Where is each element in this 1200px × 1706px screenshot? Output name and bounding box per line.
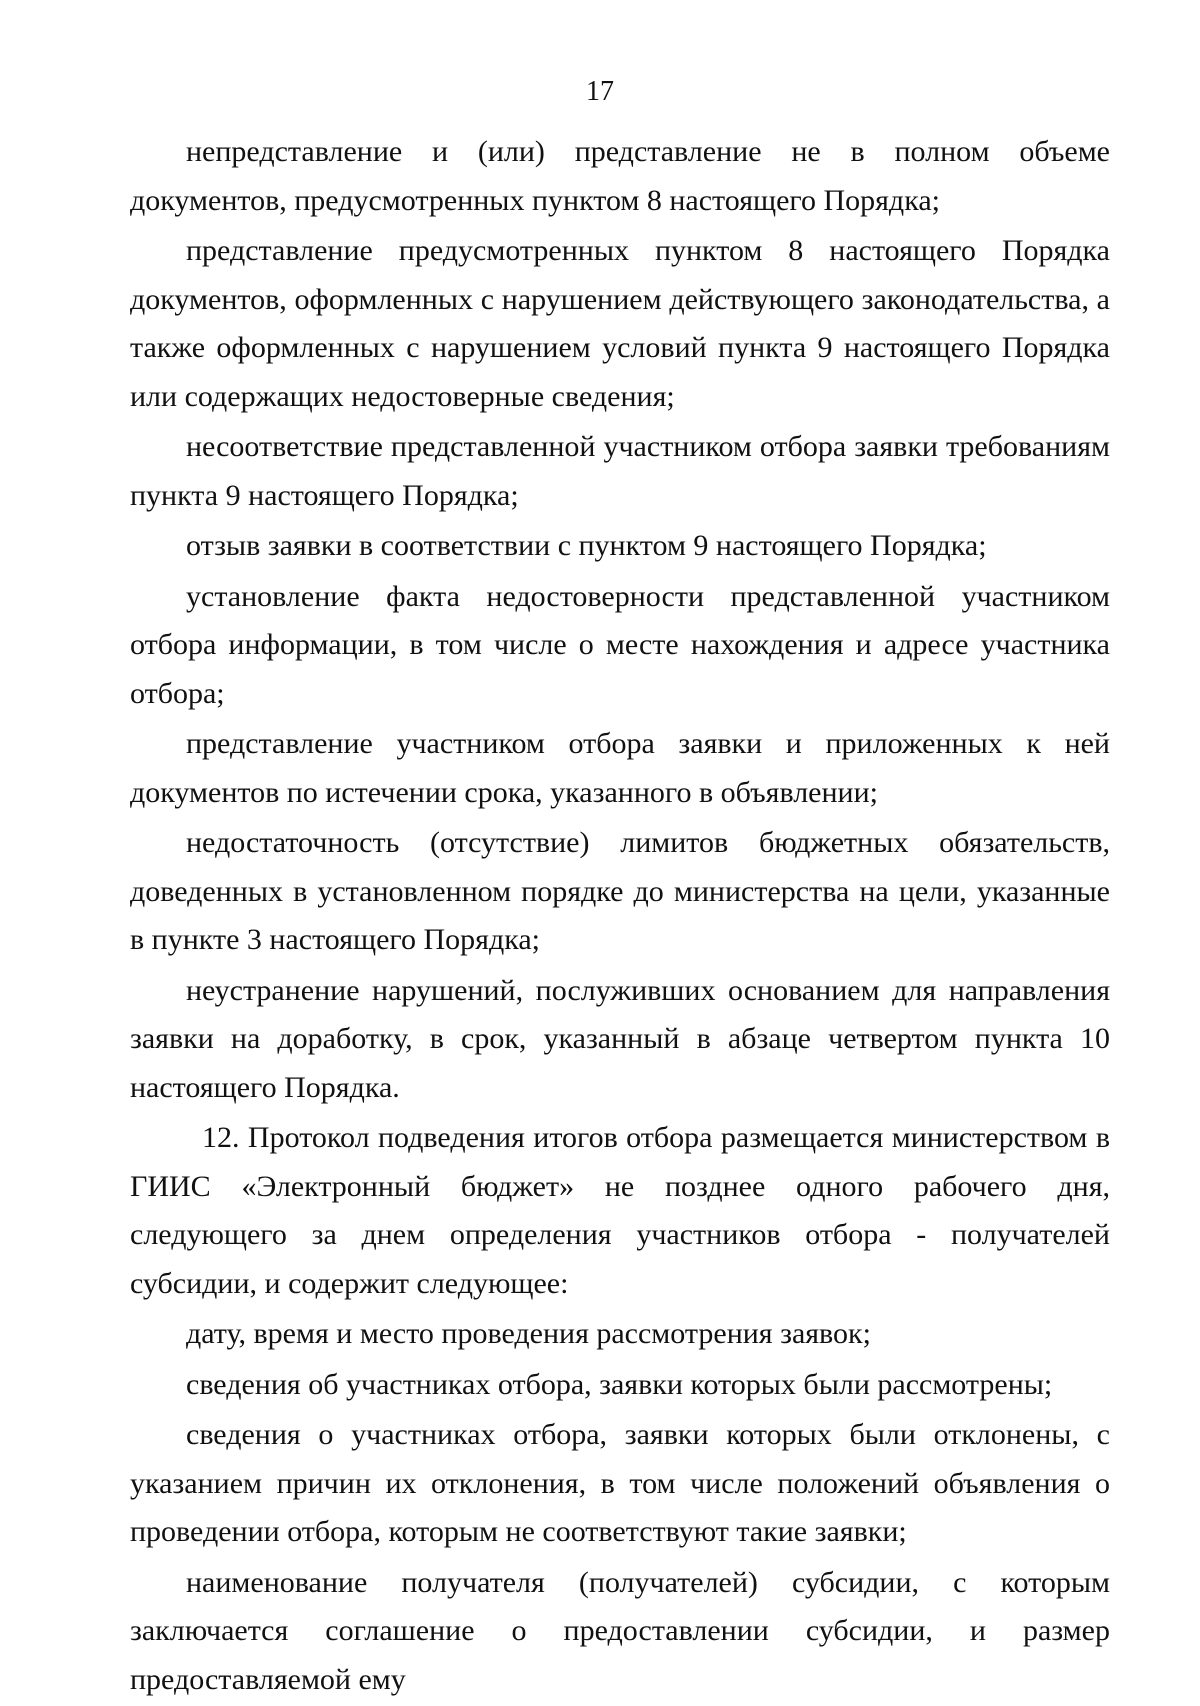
paragraph: наименование получателя (получателей) субсидии, с которым заключается соглашение о предоставлении субсидии, и размер предоставляемой ему [130, 1565, 1110, 1696]
paragraph: дату, время и место проведения рассмотрения заявок; [186, 1317, 871, 1350]
paragraph: сведения об участниках отбора, заявки которых были рассмотрены; [186, 1367, 1053, 1401]
paragraph: неустранение нарушений, послуживших основанием для направления заявки на доработку, в срок, указанный в абзаце четвертом пункта 10 настоящего Порядка. [130, 973, 1110, 1104]
paragraph: недостаточность (отсутствие) лимитов бюджетных обязательств, доведенных в установленном порядке до министерства на цели, указанные в пункте 3 настоящего Порядка; [130, 826, 1110, 956]
paragraph: установление факта недостоверности представленной участником отбора информации, в том числе о месте нахождения и адресе участника отбора; [130, 579, 1110, 710]
paragraph: отзыв заявки в соответствии с пунктом 9 настоящего Порядка; [186, 529, 987, 562]
paragraph: непредставление и (или) представление не в полном объеме документов, предусмотренных пунктом 8 настоящего Порядка; [130, 135, 1110, 217]
paragraph: представление предусмотренных пунктом 8 настоящего Порядка документов, оформленных с нарушением действующего законодательства, а также оформленных с нарушением условий пункта 9 настоящего Порядка или содержащих недостоверные сведения; [130, 234, 1110, 413]
numbered-clause: 12. Протокол подведения итогов отбора размещается министерством в ГИИС «Электронный бюджет» не позднее одного рабочего дня, следующего за днем определения участников отбора - получателей субсидии, и содержит следующее: [130, 1121, 1110, 1300]
paragraph: сведения о участниках отбора, заявки которых были отклонены, с указанием причин их отклонения, в том числе положений объявления о проведении отбора, которым не соответствуют такие заявки; [130, 1418, 1110, 1548]
page-number: 17 [586, 76, 614, 107]
paragraph: несоответствие представленной участником отбора заявки требованиям пункта 9 настоящего Порядка; [130, 430, 1110, 512]
document-body [130, 128, 1110, 1706]
paragraph: представление участником отбора заявки и приложенных к ней документов по истечении срока, указанного в объявлении; [130, 727, 1110, 809]
